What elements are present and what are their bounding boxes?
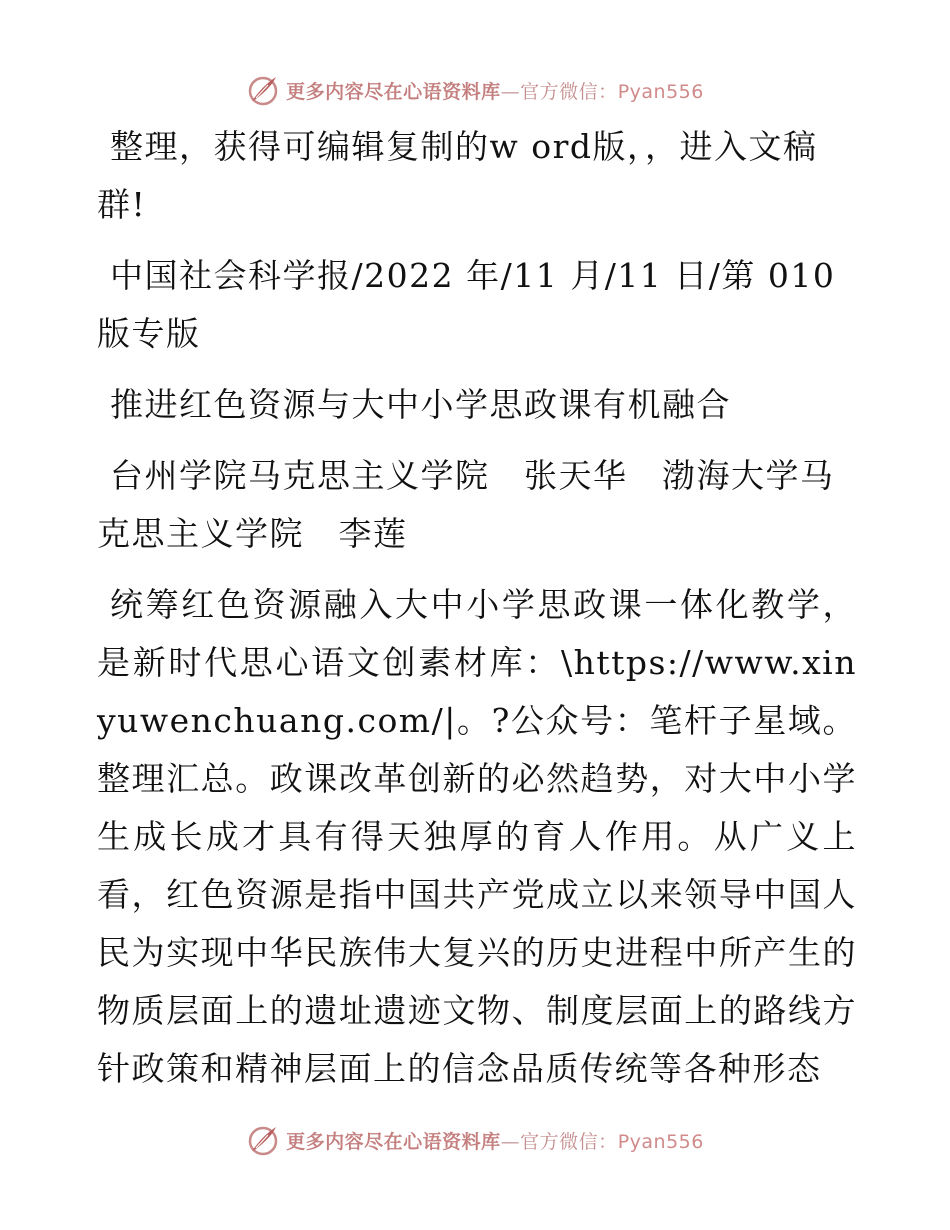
intro-paragraph: 整理，获得可编辑复制的w ord版，，进入文稿群!	[97, 127, 818, 224]
body-paragraph: 统筹红色资源融入大中小学思政课一体化教学，是新时代思心语文创素材库：\https://www.xinyuwenchuang.com/|。?公众号：笔杆子星域。整理汇总。政课改革创新的必然趋势，对大中小学生成长成才具有得天独厚的育人作用。从广义上看，红色资源是指中国共产党成立以来领导中国人民为实现中华民族伟大复兴的历史进程中所产生的物质层面上的遗址遗迹文物、制度层面上的路线方针政策和精神层面上的信念品质传统等各种形态	[97, 585, 857, 1088]
document-body	[97, 118, 857, 1111]
watermark-footer	[0, 1120, 950, 1160]
watermark-separator: —	[500, 80, 521, 103]
watermark-wechat-label: 官方微信：	[520, 80, 618, 103]
watermark-brand: 更多内容尽在心语资料库	[286, 1130, 501, 1153]
watermark-header	[0, 70, 950, 110]
feather-pen-logo-icon	[246, 73, 280, 107]
article-title: 推进红色资源与大中小学思政课有机融合	[110, 385, 731, 424]
watermark-wechat-id: Pyan556	[617, 1130, 704, 1153]
feather-pen-logo-icon	[246, 1123, 280, 1157]
watermark-separator: —	[500, 1130, 521, 1153]
watermark-text	[286, 77, 704, 104]
watermark-wechat-id: Pyan556	[617, 80, 704, 103]
watermark-wechat-label: 官方微信：	[520, 1130, 618, 1153]
author-line: 台州学院马克思主义学院 张天华 渤海大学马克思主义学院 李莲	[97, 456, 835, 553]
source-line: 中国社会科学报/2022 年/11 月/11 日/第 010 版专版	[97, 256, 836, 353]
watermark-brand: 更多内容尽在心语资料库	[286, 80, 501, 103]
watermark-text	[286, 1127, 704, 1154]
